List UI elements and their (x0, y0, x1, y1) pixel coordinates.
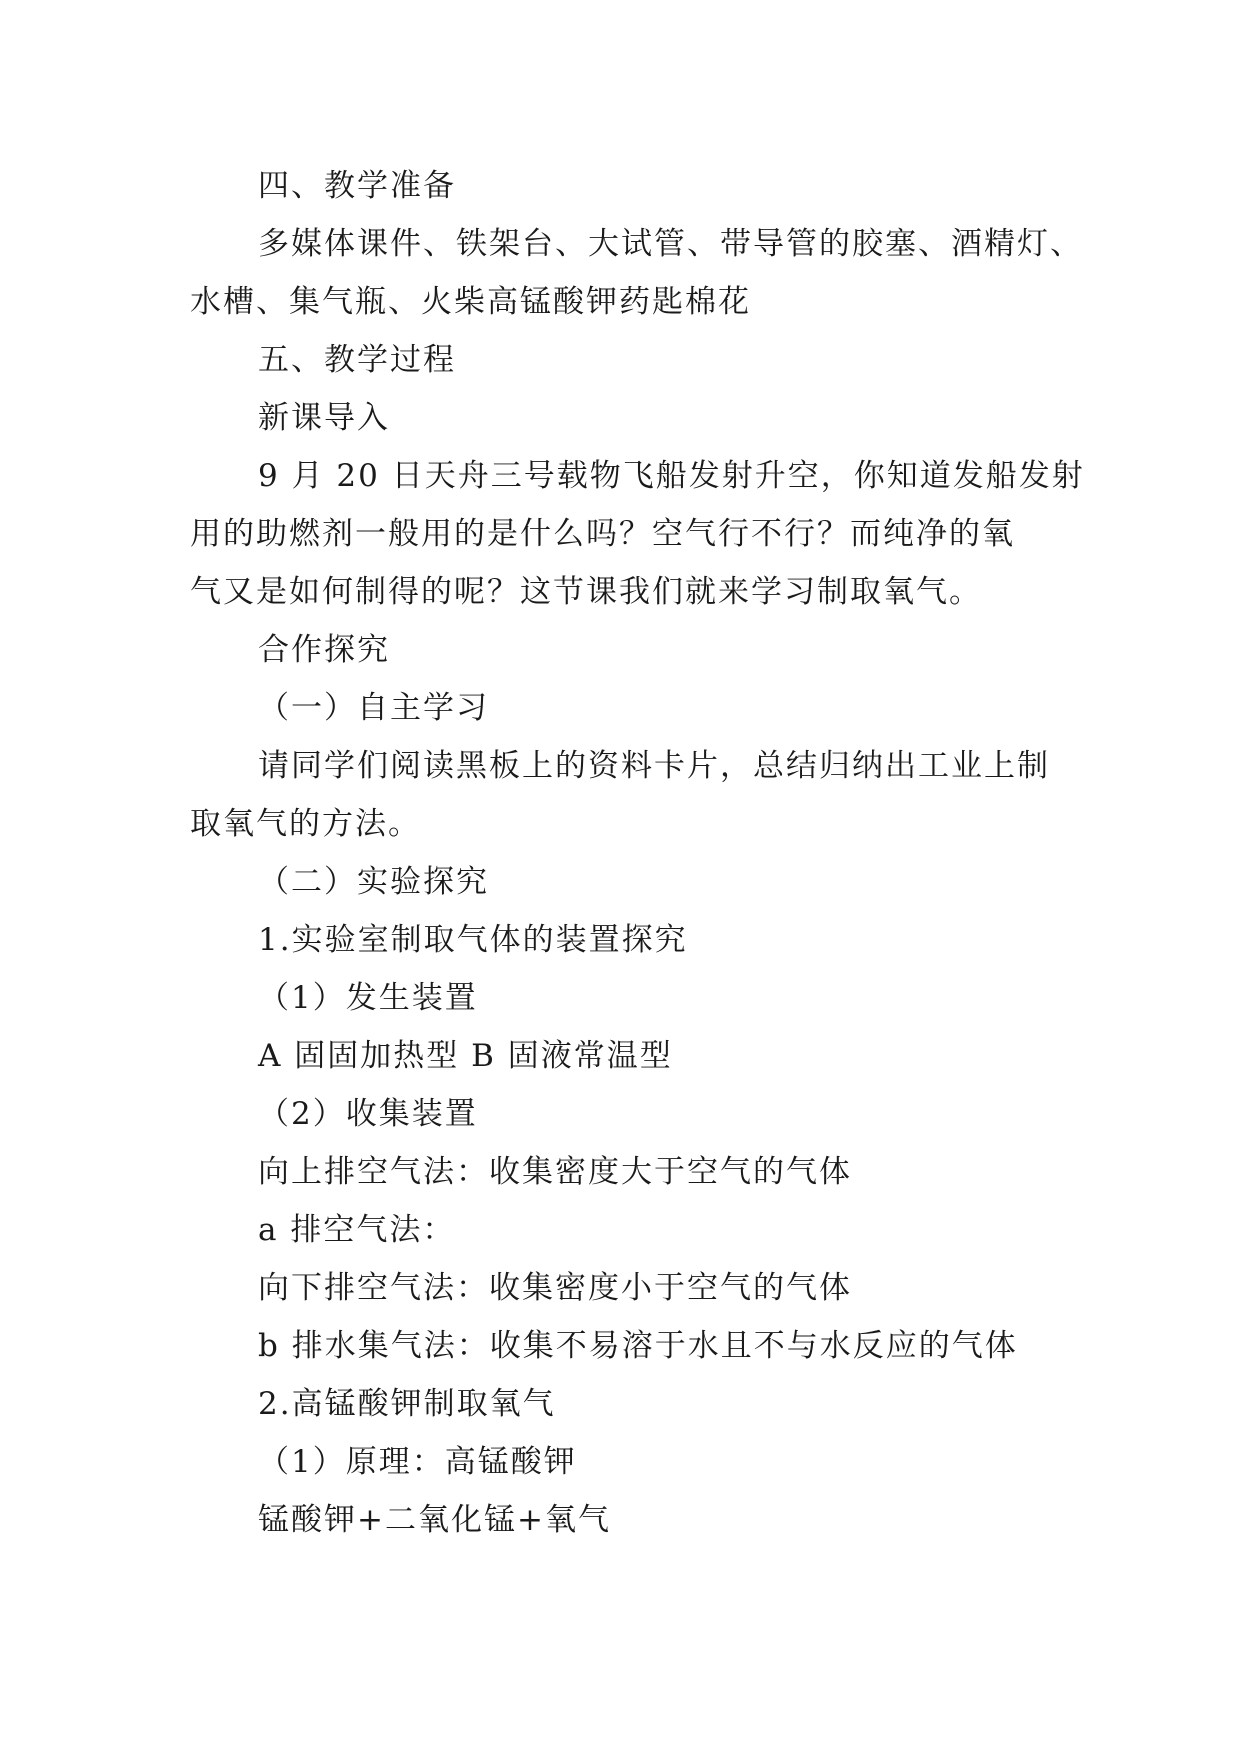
paragraph-line: 取氧气的方法。 (190, 806, 421, 842)
heading-teaching-prep: 四、教学准备 (258, 168, 456, 204)
list-item: A 固固加热型 B 固液常温型 (258, 1038, 673, 1074)
list-item: 向上排空气法：收集密度大于空气的气体 (258, 1154, 852, 1190)
list-item: a 排空气法： (258, 1212, 456, 1248)
list-item: 向下排空气法：收集密度小于空气的气体 (258, 1270, 852, 1306)
subheading-cooperative-inquiry: 合作探究 (258, 632, 390, 668)
list-item: b 排水集气法：收集不易溶于水且不与水反应的气体 (258, 1328, 1018, 1364)
paragraph-line: 用的助燃剂一般用的是什么吗？空气行不行？而纯净的氧 (190, 516, 1015, 552)
paragraph-line: 多媒体课件、铁架台、大试管、带导管的胶塞、酒精灯、 (258, 226, 1083, 262)
subheading-lesson-intro: 新课导入 (258, 400, 390, 436)
list-item: 1.实验室制取气体的装置探究 (258, 922, 688, 958)
list-item: （1）原理：高锰酸钾 (258, 1444, 577, 1480)
paragraph-line: 请同学们阅读黑板上的资料卡片，总结归纳出工业上制 (258, 748, 1050, 784)
heading-teaching-process: 五、教学过程 (258, 342, 456, 378)
paragraph-line: 9 月 20 日天舟三号载物飞船发射升空，你知道发船发射 (258, 458, 1085, 494)
subheading-self-study: （一）自主学习 (258, 690, 489, 726)
list-item: 锰酸钾+二氧化锰+氧气 (258, 1502, 611, 1538)
list-item: （2）收集装置 (258, 1096, 478, 1132)
list-item: 2.高锰酸钾制取氧气 (258, 1386, 556, 1422)
paragraph-line: 气又是如何制得的呢？这节课我们就来学习制取氧气。 (190, 574, 982, 610)
list-item: （1）发生装置 (258, 980, 478, 1016)
subheading-experiment-inquiry: （二）实验探究 (258, 864, 489, 900)
paragraph-line: 水槽、集气瓶、火柴高锰酸钾药匙棉花 (190, 284, 751, 320)
